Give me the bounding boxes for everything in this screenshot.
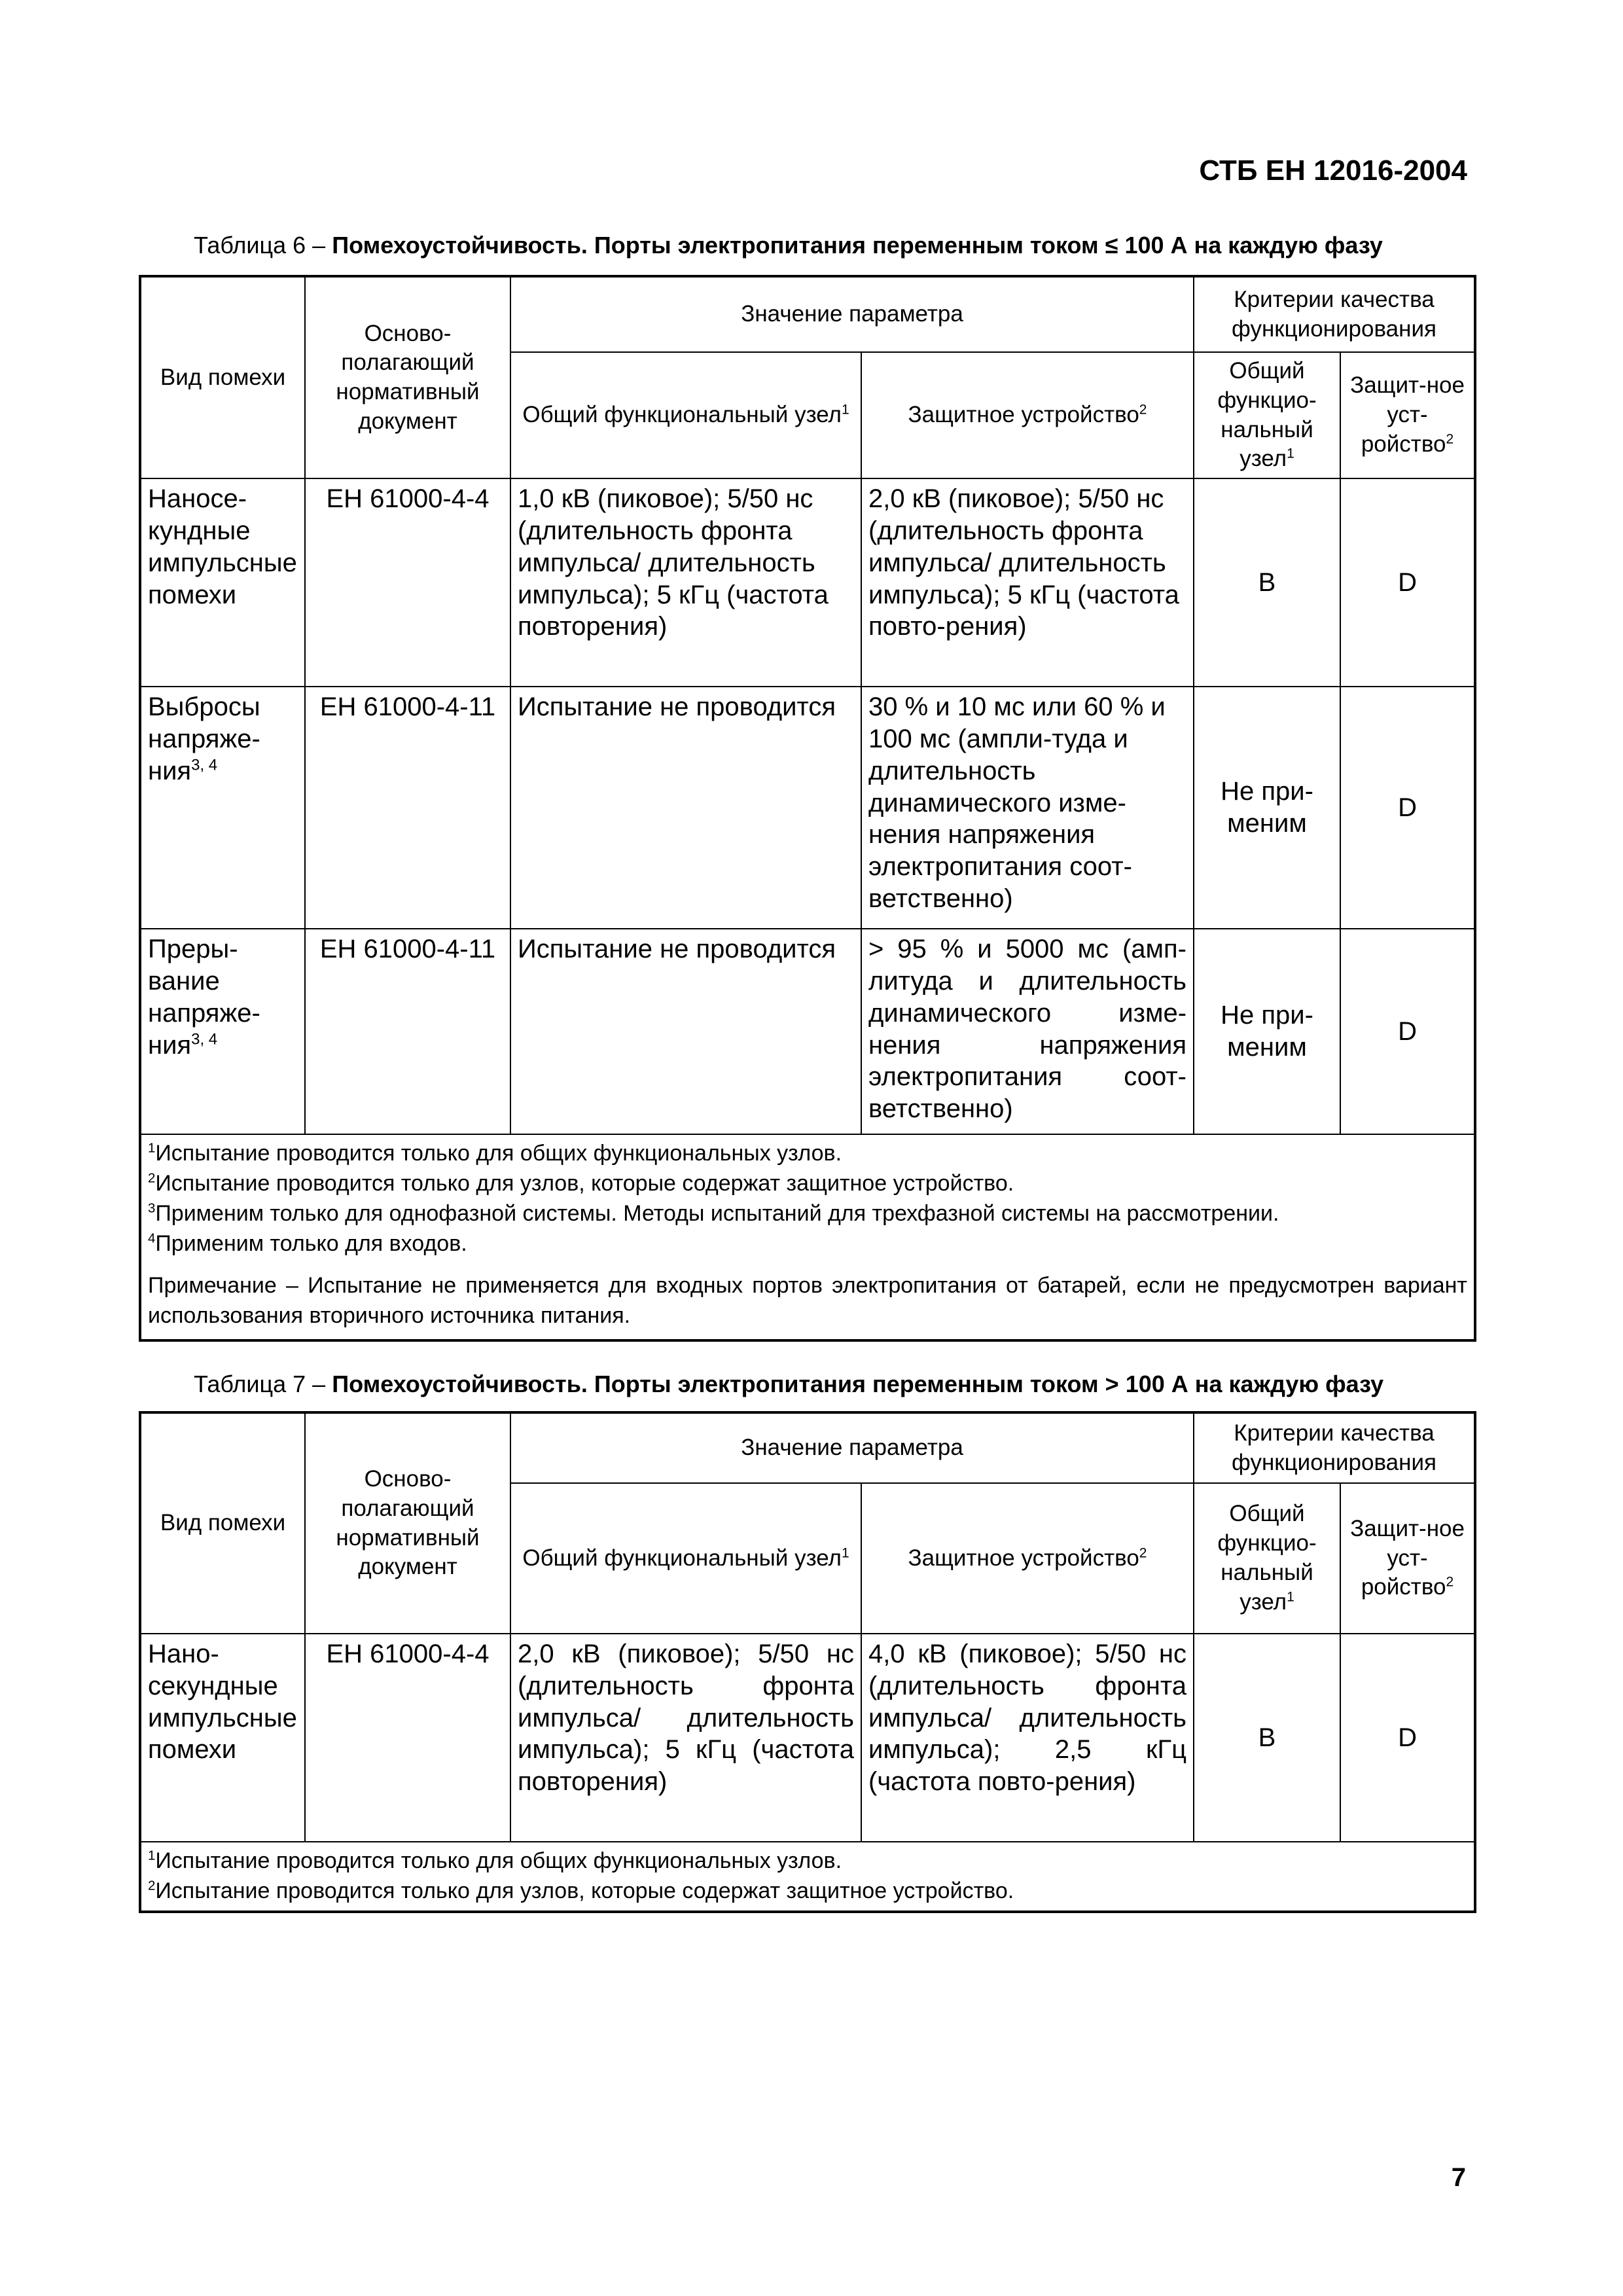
table7 (139, 1411, 1476, 1913)
footnote-number: 1 (148, 1141, 156, 1156)
cell-type: Нано-секундные импульсные помехи (140, 1634, 305, 1842)
cell-general: 2,0 кВ (пиковое); 5/50 нс (длительность фронта импульса/ длительность импульса); 5 кГц (частота повторения) (510, 1634, 861, 1842)
header-crit-general-text: Общий функцио-нальный узел (1217, 358, 1317, 472)
header-protect (861, 352, 1194, 478)
footnote-text: Испытание проводится только для общих функциональных узлов. (155, 1141, 842, 1166)
table-row (140, 687, 1475, 929)
table7-caption-title: Помехоустойчивость. Порты электропитания переменным током > 100 А на каждую фазу (332, 1371, 1384, 1397)
cell-protect: > 95 % и 5000 мс (амп-литуда и длительность динамического изме-нения напряжения электропитания соот-ветственно) (861, 929, 1194, 1134)
header-general-text: Общий функциональный узел (522, 402, 842, 428)
cell-protect: 30 % и 10 мс или 60 % и 100 мс (ампли-туда и длительность динамического изме-нения напряжения электропитания соот-ветственно) (861, 687, 1194, 929)
footnote (148, 1199, 1467, 1229)
table-row (140, 1634, 1475, 1842)
footnote (148, 1876, 1467, 1907)
footnote-ref: 1 (1287, 446, 1294, 461)
footnote-number: 1 (148, 1848, 156, 1863)
table6 (139, 275, 1476, 1342)
header-protect-text: Защитное устройство (908, 402, 1139, 428)
cell-general: Испытание не проводится (510, 687, 861, 929)
cell-crit-general: Не при-меним (1194, 687, 1340, 929)
header-protect (861, 1483, 1194, 1634)
cell-doc: ЕН 61000-4-11 (305, 929, 510, 1134)
cell-type-text: Выбросы напряже-ния (148, 692, 260, 785)
header-criteria: Критерии качества функционирования (1194, 276, 1475, 352)
header-type: Вид помехи (140, 276, 305, 478)
cell-crit-protect: D (1340, 1634, 1475, 1842)
footnote (148, 1229, 1467, 1259)
cell-type (140, 929, 305, 1134)
header-crit-protect (1340, 352, 1475, 478)
footnote-text: Испытание проводится только для узлов, которые содержат защитное устройство. (155, 1171, 1014, 1196)
cell-crit-general: В (1194, 1634, 1340, 1842)
header-doc: Осново-полагающий нормативный документ (305, 276, 510, 478)
cell-protect: 4,0 кВ (пиковое); 5/50 нс (длительность фронта импульса/ длительность импульса); 2,5 кГц (частота повто-рения) (861, 1634, 1194, 1842)
header-general-text: Общий функциональный узел (522, 1545, 842, 1571)
footnote-number: 3 (148, 1201, 156, 1216)
footnote-text: Применим только для входов. (155, 1230, 467, 1256)
cell-general: 1,0 кВ (пиковое); 5/50 нс (длительность фронта импульса/ длительность импульса); 5 кГц (частота повторения) (510, 478, 861, 687)
cell-type (140, 687, 305, 929)
header-type: Вид помехи (140, 1412, 305, 1634)
cell-crit-protect: D (1340, 929, 1475, 1134)
header-protect-text: Защитное устройство (908, 1545, 1139, 1571)
footnote-text: Испытание проводится только для узлов, которые содержат защитное устройство. (155, 1878, 1014, 1903)
footnote-ref: 2 (1139, 402, 1147, 418)
table6-caption-title: Помехоустойчивость. Порты электропитания переменным током ≤ 100 А на каждую фазу (332, 232, 1383, 259)
table7-caption (194, 1371, 1383, 1398)
header-crit-protect-text: Защит-ное уст-ройство (1350, 372, 1465, 457)
header-criteria: Критерии качества функционирования (1194, 1412, 1475, 1483)
cell-crit-protect: D (1340, 478, 1475, 687)
header-crit-general (1194, 1483, 1340, 1634)
footnote-ref: 3, 4 (191, 1030, 218, 1049)
footnote-ref: 1 (841, 402, 849, 418)
cell-doc: ЕН 61000-4-11 (305, 687, 510, 929)
cell-protect: 2,0 кВ (пиковое); 5/50 нс (длительность фронта импульса/ длительность импульса); 5 кГц (частота повто-рения) (861, 478, 1194, 687)
cell-type-text: Наносе-кундные импульсные помехи (148, 484, 297, 609)
cell-general: Испытание не проводится (510, 929, 861, 1134)
table6-footnotes (140, 1134, 1475, 1340)
table6-note: Примечание – Испытание не применяется для входных портов электропитания от батарей, если не предусмотрен вариант использования вторичного источника питания. (148, 1272, 1468, 1328)
header-value: Значение параметра (510, 276, 1194, 352)
footnote-ref: 3, 4 (191, 756, 218, 774)
table6-caption-prefix: Таблица 6 – (194, 232, 332, 259)
header-doc: Осново-полагающий нормативный документ (305, 1412, 510, 1634)
table7-caption-prefix: Таблица 7 – (194, 1371, 332, 1397)
footnote-ref: 2 (1446, 431, 1454, 447)
footnote-number: 2 (148, 1878, 156, 1893)
header-value: Значение параметра (510, 1412, 1194, 1483)
table7-footnotes (140, 1842, 1475, 1912)
cell-crit-protect: D (1340, 687, 1475, 929)
footnote-ref: 2 (1139, 1545, 1147, 1560)
cell-doc: ЕН 61000-4-4 (305, 478, 510, 687)
footnote-ref: 1 (841, 1545, 849, 1560)
cell-doc: ЕН 61000-4-4 (305, 1634, 510, 1842)
page-number: 7 (1451, 2163, 1466, 2192)
header-crit-protect (1340, 1483, 1475, 1634)
footnote-ref: 1 (1287, 1589, 1294, 1605)
footnote (148, 1846, 1467, 1876)
table6-caption (194, 232, 1383, 259)
cell-crit-general: В (1194, 478, 1340, 687)
footnote-number: 4 (148, 1231, 156, 1246)
table-row (140, 478, 1475, 687)
cell-crit-general: Не при-меним (1194, 929, 1340, 1134)
footnote (148, 1139, 1467, 1169)
footnote-number: 2 (148, 1171, 156, 1186)
header-crit-general-text: Общий функцио-нальный узел (1217, 1501, 1317, 1615)
header-general (510, 352, 861, 478)
footnote-ref: 2 (1446, 1574, 1454, 1590)
footnote-text: Применим только для однофазной системы. Методы испытаний для трехфазной системы на рассмотрении. (155, 1200, 1279, 1226)
footnote-text: Испытание проводится только для общих функциональных узлов. (155, 1848, 842, 1873)
document-code: СТБ ЕН 12016-2004 (1199, 154, 1467, 187)
cell-type-text: Преры-вание напряже-ния (148, 935, 260, 1060)
header-crit-general (1194, 352, 1340, 478)
header-general (510, 1483, 861, 1634)
cell-type (140, 478, 305, 687)
footnote (148, 1169, 1467, 1199)
table-row (140, 929, 1475, 1134)
header-crit-protect-text: Защит-ное уст-ройство (1350, 1515, 1465, 1600)
